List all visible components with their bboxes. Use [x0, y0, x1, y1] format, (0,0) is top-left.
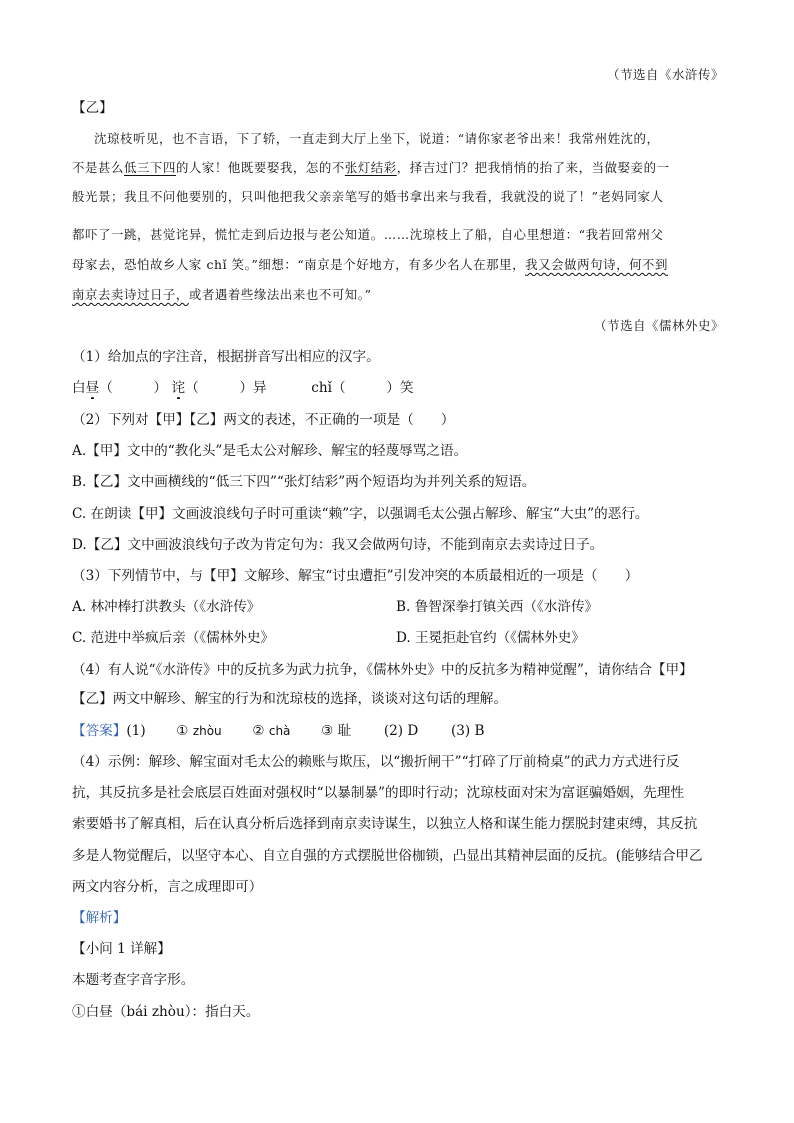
section-heading-yi: 【乙】: [72, 100, 113, 116]
answer-line: 【答案】(1) ① zhòu ② chà ③ 耻 (2) D (3) B: [72, 723, 485, 739]
question-3-option-a: A. 林冲棒打洪教头（《水浒传》: [72, 599, 261, 615]
answer-q2: (2) D: [383, 723, 419, 739]
passage-line-2: [72, 157, 724, 179]
question-3-option-d: D. 王冕拒赴官约（《儒林外史》: [396, 630, 585, 646]
question-3-option-b: B. 鲁智深拳打镇关西（《水浒传》: [396, 599, 599, 615]
passage-text: 母家去，恐怕故乡人家 chǐ 笑。”细想：“南京是个好地方，有多少名人在那里，: [72, 257, 526, 272]
answer-2: chà: [268, 724, 291, 738]
passage-line-4: 都吓了一跳，甚觉诧异，慌忙走到后边报与老公知道。……沈琼枝上了船，自心里想道：“我若回常州父: [72, 227, 664, 242]
source-note-rulin: （节选自《儒林外史》: [594, 318, 724, 333]
source-note-shuihu: （节选自《水浒传》: [607, 67, 724, 82]
answer-1: zhòu: [192, 724, 222, 738]
underlined-phrase-2: 张灯结彩: [344, 160, 397, 175]
answer-q3: (3) B: [450, 723, 485, 739]
question-2-option-b: B.【乙】文中画横线的“低三下四”“张灯结彩”两个短语均为并列关系的短语。: [72, 474, 536, 490]
answer-3: 耻: [337, 723, 352, 739]
dotted-char: 昼: [85, 380, 100, 396]
passage-line-6: [72, 284, 724, 306]
answer-4-line-5: 两文内容分析，言之成理即可）: [72, 879, 263, 895]
passage-line-1: 沈琼枝听见，也不言语，下了轿，一直走到大厅上坐下，说道：“请你家老爷出来！我常州姓沈的，: [94, 131, 660, 146]
analysis-line-2: ①白昼（bái zhòu）：指白天。: [72, 1004, 260, 1020]
passage-text: 不是甚么: [72, 160, 124, 175]
answer-4-line-4: 多是人物觉醒后，以坚守本心、自立自强的方式摆脱世俗枷锁，凸显出其精神层面的反抗。(能够结合甲乙: [72, 848, 703, 864]
question-3-options-row-2: [72, 627, 724, 649]
question-1-items: [72, 377, 724, 399]
question-4-line-2: 【乙】两文中解珍、解宝的行为和沈琼枝的选择，谈谈对这句话的理解。: [72, 691, 507, 707]
wavy-sentence-part-1: 我又会做两句诗，何不到: [525, 257, 669, 272]
question-2-option-a: A.【甲】文中的“教化头”是毛太公对解珍、解宝的轻蔑辱骂之语。: [72, 443, 468, 459]
dotted-char: 诧: [171, 380, 186, 396]
question-3-option-c: C. 范进中举疯后亲（《儒林外史》: [72, 630, 275, 646]
answer-label: 【答案】: [72, 723, 127, 739]
q1-item-2: 诧（ ）异: [171, 380, 267, 396]
question-3: （3）下列情节中，与【甲】文解珍、解宝“讨虫遭拒”引发冲突的本质最相近的一项是（ ）: [72, 568, 639, 584]
question-2-option-c: C. 在朗读【甲】文画波浪线句子时可重读“赖”字，以强调毛太公强占解珍、解宝“大虫”的恶行。: [72, 506, 649, 522]
passage-text: 或者遇着些缘法出来也不可知。”: [188, 287, 372, 302]
question-2-option-d: D.【乙】文中画波浪线句子改为肯定句为：我又会做两句诗，不能到南京去卖诗过日子。: [72, 537, 604, 553]
analysis-line-1: 本题考查字音字形。: [72, 972, 195, 988]
question-1: （1）给加点的字注音，根据拼音写出相应的汉字。: [72, 349, 380, 365]
question-3-options-row-1: [72, 596, 724, 618]
wavy-sentence-part-2: 南京去卖诗过日子，: [72, 287, 189, 302]
passage-text: ，择吉过门？把我悄悄的抬了来，当做娶妾的一: [396, 160, 670, 175]
passage-line-5: [72, 254, 724, 276]
analysis-subheading: 【小问 1 详解】: [72, 941, 171, 957]
analysis-label: 【解析】: [72, 910, 127, 926]
q1-item-1: 白昼（ ）: [72, 380, 168, 396]
answer-4-line-3: 索要婚书了解真相，后在认真分析后选择到南京卖诗谋生，以独立人格和谋生能力摆脱封建束缚，其反抗: [72, 816, 698, 832]
underlined-phrase-1: 低三下四: [123, 160, 176, 175]
answer-4-line-2: 抗，其反抗多是社会底层百姓面对强权时“以暴制暴”的即时行动；沈琼枝面对宋为富诓骗婚姻，先理性: [72, 785, 685, 801]
q1-item-3: chǐ（ ）笑: [311, 380, 414, 396]
question-2: （2）下列对【甲】【乙】两文的表述，不正确的一项是（ ）: [72, 412, 455, 428]
answer-4-line-1: （4）示例：解珍、解宝面对毛太公的赖账与欺压，以“搬折闸干”“打碎了厅前椅桌”的武力方式进行反: [72, 754, 680, 770]
passage-line-3: 般光景；我且不问他要别的，只叫他把我父亲亲笔写的婚书拿出来与我看，我就没的说了！”老妈同家人: [72, 189, 664, 204]
passage-text: 的人家！他既要娶我，怎的不: [175, 160, 345, 175]
question-4-line-1: （4）有人说“《水浒传》中的反抗多为武力抗争，《儒林外史》中的反抗多为精神觉醒”，请你结合【甲】: [72, 662, 693, 678]
